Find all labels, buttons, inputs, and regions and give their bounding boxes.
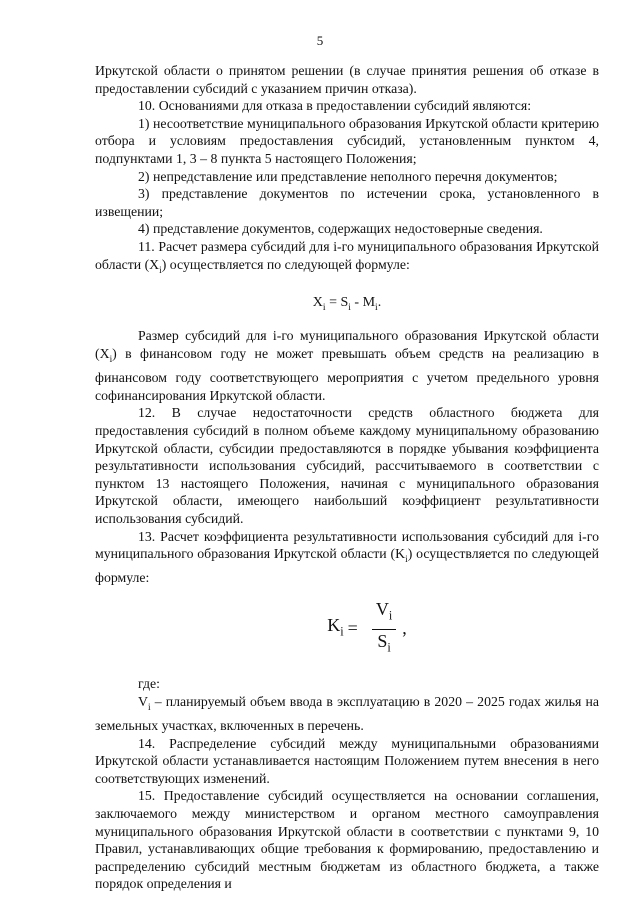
formula-comma: ,: [402, 618, 407, 639]
formula-fraction: [372, 601, 396, 656]
formula-k: $K_i$: [327, 614, 344, 639]
document-body: [95, 62, 599, 893]
definition-v: $V_i$ – планируемый объем ввода в эксплуатацию в 2020 – 2025 годах жилья на земельных участках, включенных в перечень.: [95, 693, 599, 734]
page-number: 5: [316, 33, 324, 48]
paragraph-10-1: 1) несоответствие муниципального образования Иркутской области критерию отбора и условиям предоставления субсидий, установленным пунктом 4, подпунктами 1, 3 – 8 пункта 5 настоящего Положения;: [95, 115, 599, 166]
paragraph-11-limit: Размер субсидий для i-го муниципального образования Иркутской области $(X_i)$ в финансовом году не может превышать объем средств на реализацию в финансовом году соответствующего мероприятия с учетом предельного уровня софинансирования Иркутской области.: [95, 328, 599, 403]
paragraph-continuation: Иркутской области о принятом решении (в случае принятия решения об отказе в предоставлении субсидий с указанием причин отказа).: [95, 63, 599, 96]
paragraph-12: 12. В случае недостаточности средств областного бюджета для предоставления субсидий в полном объеме каждому муниципальному образованию Иркутской области, субсидии предоставляются в порядке убывания коэффициента результативности использования субсидий, рассчитываемого в соответствии с пунктом 13 настоящего Положения, начиная с муниципального образования Иркутской области, имеющего наибольший коэффициент результативности использования субсидий.: [95, 405, 599, 526]
formula-coefficient: [135, 593, 599, 665]
paragraph-10-2: 2) непредставление или представление неполного перечня документов;: [138, 168, 558, 184]
paragraph-11: 11. Расчет размера субсидий для i-го муниципального образования Иркутской области $(X_i)$ осуществляется по следующей формуле:: [95, 238, 599, 276]
fraction-denominator: $S_i$: [377, 630, 391, 655]
formula-subsidy-size: $X_i = S_i - M_i$.: [312, 294, 382, 313]
paragraph-10: 10. Основаниями для отказа в предоставлении субсидий являются:: [138, 98, 532, 114]
paragraph-10-3: 3) представление документов по истечении срока, установленного в извещении;: [95, 186, 599, 219]
paragraph-13: 13. Расчет коэффициента результативности использования субсидий для i-го муниципального образования Иркутской области $(K_i)$ осуществляется по следующей формуле:: [95, 528, 600, 586]
paragraph-15: 15. Предоставление субсидий осуществляется на основании соглашения, заключаемого между министерством и органом местного самоуправления муниципального образования Иркутской области в соответствии с пунктами 9, 10 Правил, устанавливающих общие требования к формированию, предоставлению и распределению субсидий местным бюджетам из областного бюджета, а также порядок определения и: [95, 788, 599, 892]
paragraph-10-4: 4) представление документов, содержащих недостоверные сведения.: [138, 221, 543, 237]
formula-equals: =: [347, 618, 358, 639]
fraction-numerator: $V_i$: [372, 601, 396, 629]
paragraph-14: 14. Распределение субсидий между муниципальными образованиями Иркутской области устанавливается настоящим Положением путем внесения в него соответствующих изменений.: [95, 735, 599, 786]
where-label: где:: [138, 676, 160, 692]
